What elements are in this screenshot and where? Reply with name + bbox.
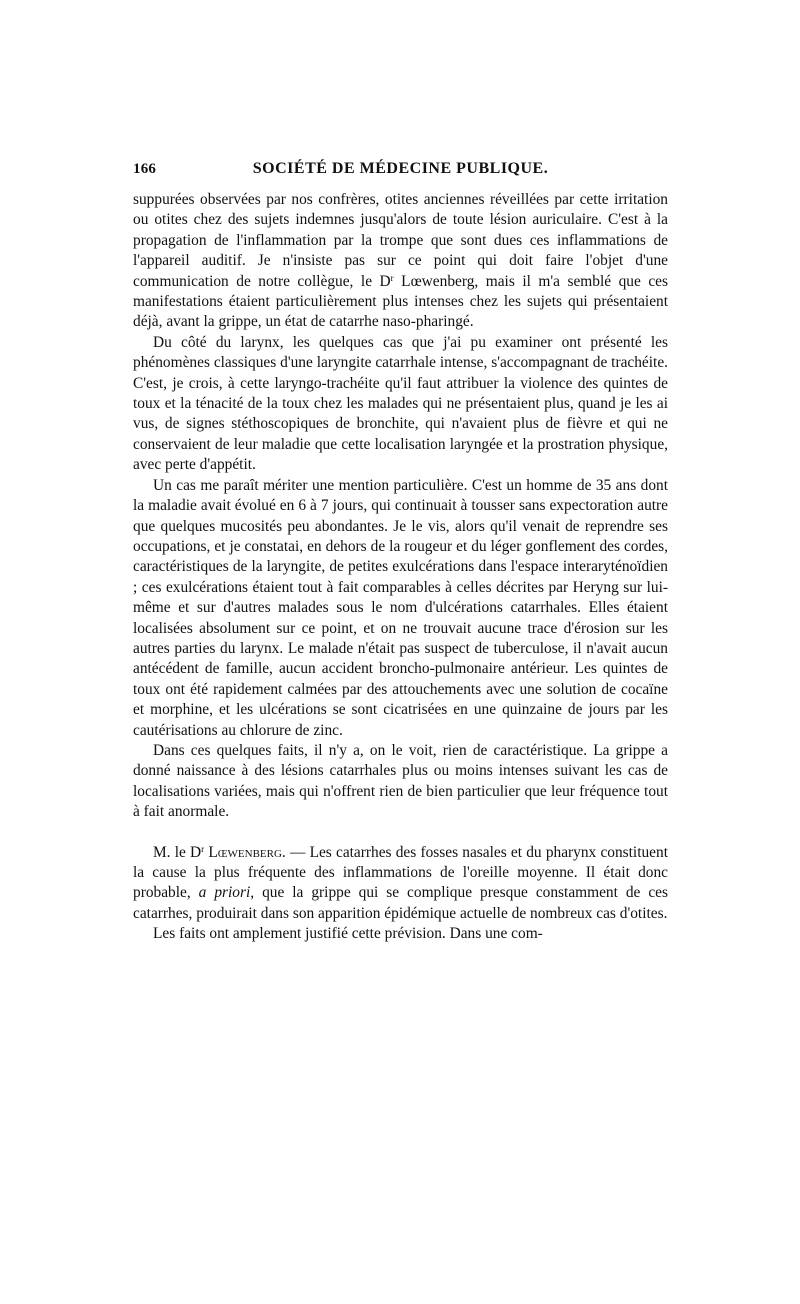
book-page (133, 160, 668, 945)
speaker-name: Lœwenberg. (208, 843, 286, 861)
paragraph-1-text-b: Lœwenberg, mais il m'a semblé que ces manifestations étaient particulièrement plus intenses chez les sujets qui présentaient déjà, avant la grippe, un état de catarrhe naso-pharingé. (133, 272, 668, 331)
section-spacer (133, 823, 668, 843)
paragraph-1 (133, 190, 668, 333)
speaker-doctor-sup: r (201, 843, 205, 854)
italic-a-priori: a priori (198, 884, 251, 902)
paragraph-4: Dans ces quelques faits, il n'y a, on le voit, rien de caractéristique. La grippe a donné naissance à des lésions catarrhales plus ou moins intenses suivant les cas de localisations variées, mais qui n'offrent rien de bien particulier que leur fréquence tout à fait anormale. (133, 741, 668, 821)
page-number: 166 (133, 161, 157, 177)
speaker-prefix: M. le D (153, 843, 202, 861)
paragraph-1-text-a: suppurées observées par nos confrères, otites anciennes réveillées par cette irritation ou otites chez des sujets indemnes jusqu'alors de toute lésion auriculaire. C'est à la propagation de l'inflammation par la trompe que sont dues ces inflammations de l'appareil auditif. Je n'insiste pas sur ce point qui doit faire l'objet d'une communication de notre collègue, le D (133, 191, 668, 290)
paragraph-3: Un cas me paraît mériter une mention particulière. C'est un homme de 35 ans dont la maladie avait évolué en 6 à 7 jours, qui continuait à tousser sans expectoration autre que quelques mucosités peu abondantes. Je le vis, alors qu'il venait de reprendre ses occupations, et je constatai, en dehors de la rougeur et du léger gonflement des cordes, caractéristiques de la laryngite, de petites exulcérations dans l'espace interaryténoïdien ; ces exulcérations étaient tout à fait comparables à celles décrites par Heryng sur lui-même et sur d'autres malades sous le nom d'ulcérations catarrhales. Elles étaient localisées absolument sur ce point, et on ne trouvait aucune trace d'érosion sur les autres parties du larynx. Le malade n'était pas suspect de tuberculose, il n'avait aucun antécédent de famille, aucun accident broncho-pulmonaire antérieur. Les quintes de toux ont été rapidement calmées par des attouchements avec une solution de cocaïne et morphine, et les ulcérations se sont cicatrisées en une quinzaine de jours par les cautérisations au chlorure de zinc. (133, 476, 668, 739)
page-header (133, 160, 668, 190)
doctor-abbrev-sup: r (390, 272, 394, 283)
paragraph-6: Les faits ont amplement justifié cette prévision. Dans une com- (153, 925, 543, 943)
running-title: SOCIÉTÉ DE MÉDECINE PUBLIQUE. (252, 160, 549, 177)
paragraph-5-text-a: — Les catarrhes des fosses nasales et du pharynx constituent la cause la plus fréquente des inflammations de l'oreille moyenne. Il était donc probable, (133, 843, 668, 902)
paragraph-5 (133, 843, 668, 925)
paragraph-5-text-b: , que la grippe qui se complique presque constamment de ces catarrhes, produirait dans son apparition épidémique actuelle de nombreux cas d'otites. (133, 884, 669, 922)
paragraph-2: Du côté du larynx, les quelques cas que j'ai pu examiner ont présenté les phénomènes classiques d'une laryngite catarrhale intense, s'accompagnant de trachéite. C'est, je crois, à cette laryngo-trachéite qu'il faut attribuer la violence des quintes de toux et la ténacité de la toux chez les malades qui ne présentaient plus, quand je les ai vus, de signes stéthoscopiques de bronchite, qui n'avaient plus de fièvre et qui ne conservaient de leur maladie que cette localisation laryngée et la prostration physique, avec perte d'appétit. (133, 333, 668, 474)
